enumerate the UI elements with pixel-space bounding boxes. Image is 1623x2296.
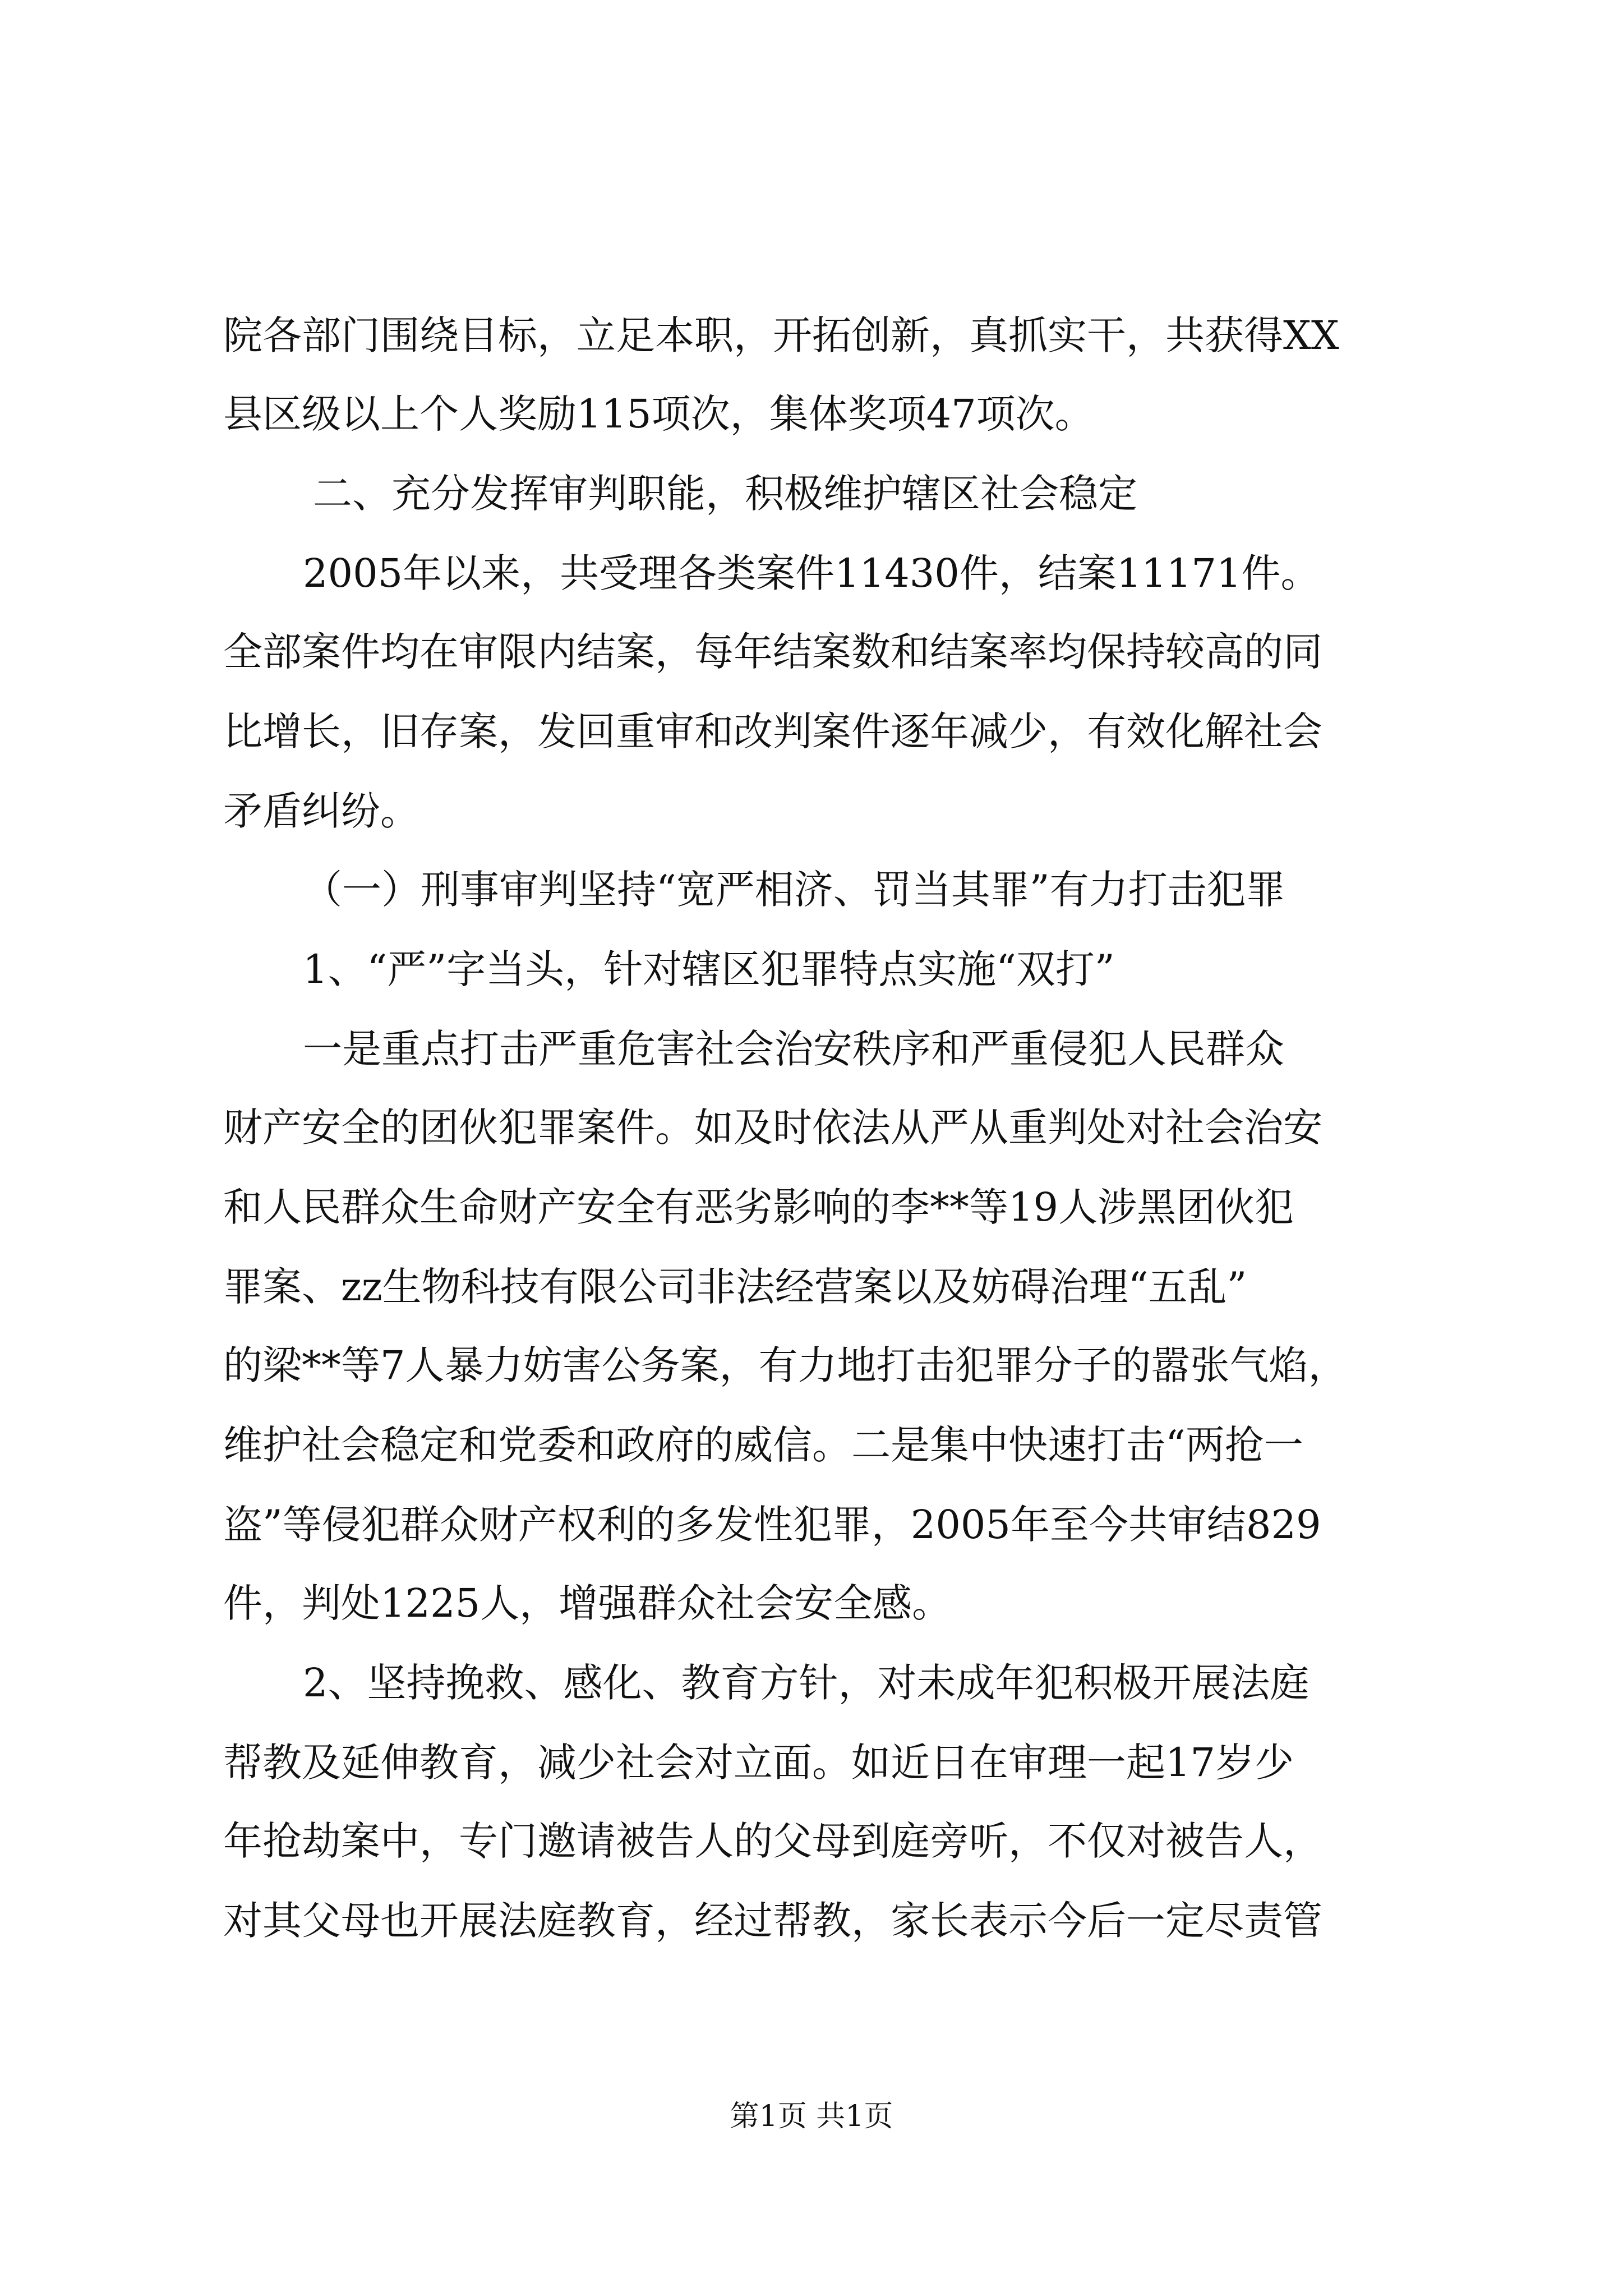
- subsection-heading-1: （一）刑事审判坚持“宽严相济、罚当其罪”有力打击犯罪: [303, 867, 1285, 913]
- item-heading-2: 2、坚持挽救、感化、教育方针，对未成年犯积极开展法庭: [303, 1660, 1310, 1706]
- body-line-1: 院各部门围绕目标，立足本职，开拓创新，真抓实干，共获得XX: [223, 312, 1339, 358]
- body-line-2: 县区级以上个人奖励115项次，集体奖项47项次。: [223, 391, 1094, 437]
- body-line-16: 盗”等侵犯群众财产权利的多发性犯罪，2005年至今共审结829: [223, 1502, 1321, 1548]
- body-line-19: 帮教及延伸教育，减少社会对立面。如近日在审理一起17岁少: [223, 1740, 1294, 1786]
- body-line-21: 对其父母也开展法庭教育，经过帮教，家长表示今后一定尽责管: [223, 1898, 1322, 1944]
- body-line-6: 比增长，旧存案，发回重审和改判案件逐年减少，有效化解社会: [223, 708, 1322, 754]
- body-line-15: 维护社会稳定和党委和政府的威信。二是集中快速打击“两抢一: [223, 1422, 1303, 1468]
- item-heading-1: 1、“严”字当头，针对辖区犯罪特点实施“双打”: [303, 946, 1115, 992]
- body-line-20: 年抢劫案中，专门邀请被告人的父母到庭旁听，不仅对被告人，: [223, 1818, 1322, 1864]
- section-heading-2: 二、充分发挥审判职能，积极维护辖区社会稳定: [313, 471, 1137, 517]
- body-line-7: 矛盾纠纷。: [223, 788, 419, 834]
- body-line-5: 全部案件均在审限内结案，每年结案数和结案率均保持较高的同: [223, 629, 1322, 675]
- page-number-label: 第1页 共1页: [730, 2100, 893, 2133]
- body-line-17: 件，判处1225人，增强群众社会安全感。: [223, 1580, 952, 1626]
- body-line-12: 和人民群众生命财产安全有恶劣影响的李**等19人涉黑团伙犯: [223, 1184, 1294, 1230]
- body-line-14: 的梁**等7人暴力妨害公务案，有力地打击犯罪分子的嚣张气焰，: [223, 1342, 1348, 1388]
- page-footer: [0, 2097, 1623, 2136]
- body-line-10: 一是重点打击严重危害社会治安秩序和严重侵犯人民群众: [303, 1026, 1284, 1072]
- body-line-13: 罪案、zz生物科技有限公司非法经营案以及妨碍治理“五乱”: [223, 1264, 1247, 1310]
- body-line-11: 财产安全的团伙犯罪案件。如及时依法从严从重判处对社会治安: [223, 1105, 1322, 1151]
- body-line-4: 2005年以来，共受理各类案件11430件，结案11171件。: [303, 550, 1320, 596]
